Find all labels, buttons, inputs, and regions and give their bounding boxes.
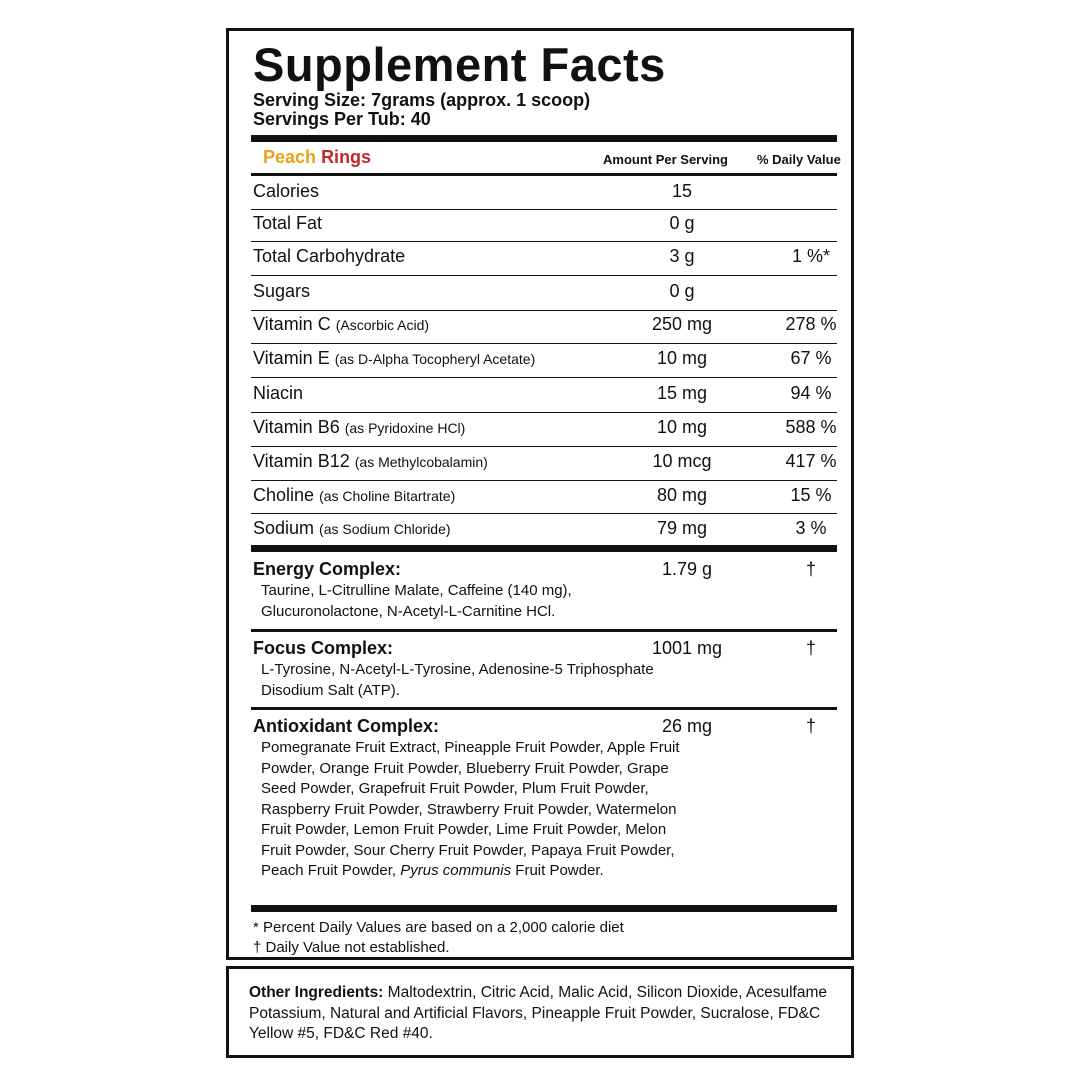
complex-ingredients-text: Pomegranate Fruit Extract, Pineapple Fruit Powder, Apple Fruit Powder, Orange Fruit Powder, Blueberry Fruit Powder, Grape Seed Powder, Grapefruit Fruit Powder, Plum Fruit Powder, Raspberry Fruit Powder, Strawberry Fruit Powder, Watermelon Fruit Powder, Lemon Fruit Powder, Lime Fruit Powder, Melon Fruit Powder, Sour Cherry Fruit Powder, Papaya Fruit Powder, Peach Fruit Powder, bbox=[261, 739, 680, 879]
other-ingredients-text: Maltodextrin, Citric Acid, Malic Acid, Silicon Dioxide, Acesulfame Potassium, Natural and Artificial Flavors, Pineapple Fruit Powder, Sucralose, FD&C Yellow #5, FD&C Red #40. bbox=[249, 984, 828, 1042]
row-divider bbox=[251, 310, 837, 311]
nutrient-name bbox=[253, 281, 310, 302]
serving-size-line bbox=[253, 91, 590, 110]
nutrient-amount: 0 g bbox=[669, 281, 695, 301]
nutrient-name bbox=[253, 181, 319, 202]
divider bbox=[251, 173, 837, 176]
nutrient-label: Vitamin B6 bbox=[253, 417, 340, 437]
complex-ingredients bbox=[261, 581, 691, 622]
row-divider bbox=[251, 209, 837, 210]
nutrient-amount: 79 mg bbox=[656, 518, 708, 538]
divider bbox=[251, 135, 837, 142]
other-ingredients-label: Other Ingredients: bbox=[249, 984, 384, 1001]
nutrient-name bbox=[253, 485, 455, 506]
complex-ingredients bbox=[261, 738, 691, 882]
footnotes bbox=[253, 918, 624, 958]
nutrient-amount: 10 mg bbox=[656, 417, 708, 437]
row-divider bbox=[251, 241, 837, 242]
nutrient-label: Vitamin E bbox=[253, 348, 330, 368]
complex-amount: 1.79 g bbox=[661, 559, 713, 579]
row-divider bbox=[251, 377, 837, 378]
complex-name: Antioxidant Complex: bbox=[253, 716, 440, 736]
nutrient-daily-value: 1 %* bbox=[791, 246, 831, 266]
nutrient-source: (as Choline Bitartrate) bbox=[319, 488, 456, 504]
nutrient-daily-value: 417 % bbox=[785, 451, 837, 471]
row-divider bbox=[251, 412, 837, 413]
page-title: Supplement Facts bbox=[253, 38, 666, 91]
nutrient-label: Total Carbohydrate bbox=[253, 246, 406, 266]
serving-size-label: Serving Size: bbox=[253, 90, 367, 110]
nutrient-label: Vitamin B12 bbox=[253, 451, 350, 471]
nutrient-amount: 80 mg bbox=[656, 485, 708, 505]
serving-info bbox=[253, 91, 590, 129]
row-divider bbox=[251, 446, 837, 447]
nutrient-name bbox=[253, 518, 451, 539]
supplement-facts-panel bbox=[226, 28, 854, 960]
nutrient-name bbox=[253, 246, 405, 267]
header-amount-per-serving: Amount Per Serving bbox=[603, 152, 728, 167]
servings-label: Servings Per Tub: bbox=[253, 109, 406, 129]
footnote-dagger: † Daily Value not established. bbox=[253, 939, 450, 956]
complex-ingredients-text: Taurine, L-Citrulline Malate, Caffeine (140 mg), Glucuronolactone, N-Acetyl-L-Carnitine HCl. bbox=[261, 582, 572, 620]
nutrient-label: Total Fat bbox=[253, 213, 323, 233]
other-ingredients-panel bbox=[226, 966, 854, 1058]
nutrient-name bbox=[253, 314, 429, 335]
nutrient-source: (as D-Alpha Tocopheryl Acetate) bbox=[334, 351, 536, 367]
nutrient-amount: 0 g bbox=[669, 213, 695, 233]
nutrient-daily-value: 67 % bbox=[790, 348, 832, 368]
nutrient-label: Calories bbox=[253, 181, 320, 201]
row-divider bbox=[251, 275, 837, 276]
complex-name: Focus Complex: bbox=[253, 638, 394, 658]
row-divider bbox=[251, 480, 837, 481]
nutrient-source: (as Methylcobalamin) bbox=[354, 454, 488, 470]
complex-daily-value: † bbox=[805, 559, 816, 579]
nutrient-daily-value: 94 % bbox=[790, 383, 832, 403]
servings-value: 40 bbox=[410, 109, 431, 129]
complex-ingredients-text: L-Tyrosine, N-Acetyl-L-Tyrosine, Adenosine-5 Triphosphate Disodium Salt (ATP). bbox=[261, 661, 654, 699]
flavor-name bbox=[263, 147, 371, 168]
complex-divider bbox=[251, 707, 837, 710]
nutrient-amount: 10 mg bbox=[656, 348, 708, 368]
nutrient-daily-value: 15 % bbox=[790, 485, 832, 505]
nutrient-name bbox=[253, 417, 465, 438]
complex-name: Energy Complex: bbox=[253, 559, 402, 579]
nutrient-name bbox=[253, 213, 322, 234]
nutrient-source: (as Sodium Chloride) bbox=[319, 521, 451, 537]
nutrient-amount: 15 mg bbox=[656, 383, 708, 403]
flavor-word-peach: Peach bbox=[263, 147, 317, 167]
other-ingredients bbox=[249, 983, 839, 1045]
nutrient-label: Sodium bbox=[253, 518, 315, 538]
nutrient-daily-value: 278 % bbox=[785, 314, 837, 334]
flavor-word-rings: Rings bbox=[321, 147, 372, 167]
nutrient-amount: 15 bbox=[671, 181, 693, 201]
nutrient-amount: 250 mg bbox=[651, 314, 713, 334]
divider bbox=[251, 545, 837, 552]
nutrient-amount: 10 mcg bbox=[652, 451, 712, 471]
complex-daily-value: † bbox=[805, 638, 816, 658]
nutrient-label: Vitamin C bbox=[253, 314, 331, 334]
nutrient-label: Choline bbox=[253, 485, 315, 505]
row-divider bbox=[251, 513, 837, 514]
nutrient-name bbox=[253, 348, 535, 369]
footnote-percent-dv: * Percent Daily Values are based on a 2,000 calorie diet bbox=[253, 919, 624, 936]
nutrient-daily-value: 3 % bbox=[795, 518, 827, 538]
servings-per-tub-line bbox=[253, 110, 590, 129]
complex-divider bbox=[251, 629, 837, 632]
complex-ingredients-end: Fruit Powder. bbox=[515, 862, 604, 879]
nutrient-label: Sugars bbox=[253, 281, 311, 301]
nutrient-amount: 3 g bbox=[669, 246, 695, 266]
row-divider bbox=[251, 343, 837, 344]
complex-ingredients bbox=[261, 660, 691, 701]
nutrient-source: (as Pyridoxine HCl) bbox=[344, 420, 466, 436]
nutrient-daily-value: 588 % bbox=[785, 417, 837, 437]
nutrient-name bbox=[253, 383, 303, 404]
serving-size-value: 7grams (approx. 1 scoop) bbox=[371, 90, 591, 110]
complex-daily-value: † bbox=[805, 716, 816, 736]
nutrient-name bbox=[253, 451, 488, 472]
complex-amount: 1001 mg bbox=[651, 638, 723, 658]
header-daily-value: % Daily Value bbox=[757, 152, 841, 167]
nutrient-source: (Ascorbic Acid) bbox=[335, 317, 430, 333]
nutrient-label: Niacin bbox=[253, 383, 304, 403]
complex-ingredients-italic: Pyrus communis bbox=[400, 862, 512, 879]
complex-amount: 26 mg bbox=[661, 716, 713, 736]
divider bbox=[251, 905, 837, 912]
